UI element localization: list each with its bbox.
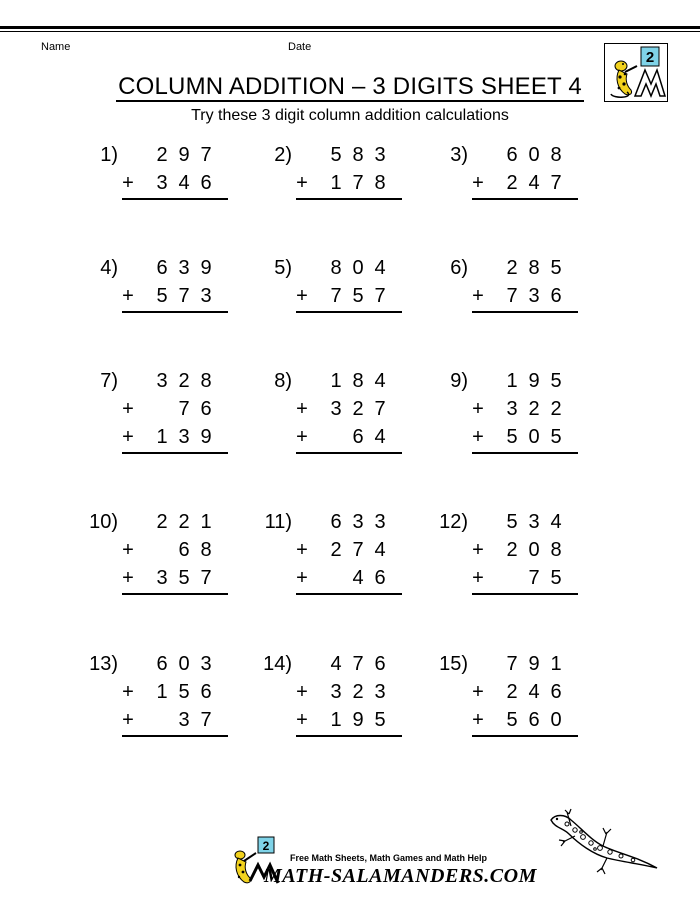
digit: 4 (330, 653, 342, 675)
digit: 8 (550, 539, 562, 561)
digit: 0 (352, 257, 364, 279)
plus-sign: + (472, 426, 484, 448)
addend-row (468, 508, 578, 536)
digit: 2 (178, 511, 190, 533)
addend-row (292, 254, 402, 282)
digit: 5 (178, 681, 190, 703)
digit: 6 (178, 539, 190, 561)
addend-row (118, 650, 228, 678)
plus-sign: + (472, 681, 484, 703)
digit: 6 (200, 681, 212, 703)
addend-row (468, 254, 578, 282)
digit: 2 (550, 398, 562, 420)
answer-line (296, 735, 402, 737)
plus-sign: + (296, 709, 308, 731)
plus-sign: + (472, 398, 484, 420)
addend-row (118, 141, 228, 169)
addend-row-plus (468, 282, 578, 310)
addition-problem (78, 254, 228, 364)
plus-sign: + (122, 398, 134, 420)
digit: 7 (374, 285, 386, 307)
digit: 2 (178, 370, 190, 392)
digit: 5 (156, 285, 168, 307)
digit: 2 (506, 172, 518, 194)
digit: 5 (506, 511, 518, 533)
problem-number: 2) (274, 144, 292, 166)
digit: 3 (178, 709, 190, 731)
addend-row-plus (292, 423, 402, 451)
addend-row-plus (292, 706, 402, 734)
plus-sign: + (472, 709, 484, 731)
digit: 5 (506, 709, 518, 731)
digit: 5 (374, 709, 386, 731)
digit: 2 (330, 539, 342, 561)
digit: 3 (374, 144, 386, 166)
plus-sign: + (122, 709, 134, 731)
digit: 3 (156, 172, 168, 194)
problem-number: 11) (264, 511, 292, 533)
digit: 3 (374, 681, 386, 703)
digit: 3 (374, 511, 386, 533)
addend-row (292, 367, 402, 395)
digit: 0 (178, 653, 190, 675)
digit: 2 (506, 681, 518, 703)
problem-number: 13) (89, 653, 118, 675)
answer-line (296, 198, 402, 200)
digit: 0 (550, 709, 562, 731)
digit: 7 (352, 539, 364, 561)
digit: 7 (374, 398, 386, 420)
addition-problem (78, 508, 228, 618)
addend-row (468, 141, 578, 169)
digit: 4 (374, 370, 386, 392)
digit: 4 (550, 511, 562, 533)
digit: 7 (200, 709, 212, 731)
plus-sign: + (122, 681, 134, 703)
footer-site-link[interactable]: MATH-SALAMANDERS.COM (264, 865, 537, 887)
digit: 6 (330, 511, 342, 533)
problem-number: 8) (274, 370, 292, 392)
addend-row-plus (468, 536, 578, 564)
addend-row-plus (468, 423, 578, 451)
addition-problem (252, 367, 402, 477)
digit: 1 (506, 370, 518, 392)
digit: 2 (506, 539, 518, 561)
digit: 4 (352, 567, 364, 589)
digit: 3 (528, 285, 540, 307)
digit: 0 (528, 539, 540, 561)
addend-row-plus (118, 282, 228, 310)
addend-row (118, 367, 228, 395)
digit: 5 (550, 567, 562, 589)
plus-sign: + (472, 539, 484, 561)
digit: 7 (550, 172, 562, 194)
problem-number: 7) (100, 370, 118, 392)
plus-sign: + (472, 567, 484, 589)
digit: 5 (352, 285, 364, 307)
digit: 6 (156, 257, 168, 279)
addend-row-plus (118, 706, 228, 734)
digit: 3 (506, 398, 518, 420)
addend-row-plus (118, 536, 228, 564)
digit: 5 (330, 144, 342, 166)
digit: 4 (374, 539, 386, 561)
digit: 2 (352, 398, 364, 420)
digit: 8 (528, 257, 540, 279)
addition-problem (78, 650, 228, 760)
addend-row (118, 254, 228, 282)
digit: 2 (156, 144, 168, 166)
plus-sign: + (296, 681, 308, 703)
answer-line (122, 452, 228, 454)
plus-sign: + (122, 285, 134, 307)
digit: 0 (528, 426, 540, 448)
digit: 7 (352, 653, 364, 675)
problem-number: 4) (100, 257, 118, 279)
digit: 6 (528, 709, 540, 731)
addition-problem (428, 254, 578, 364)
digit: 9 (200, 426, 212, 448)
plus-sign: + (296, 567, 308, 589)
digit: 6 (156, 653, 168, 675)
digit: 1 (156, 426, 168, 448)
digit: 3 (330, 681, 342, 703)
addition-problem (428, 650, 578, 760)
plus-sign: + (296, 285, 308, 307)
salamander-illustration-icon (545, 806, 665, 880)
digit: 7 (330, 285, 342, 307)
digit: 5 (550, 257, 562, 279)
digit: 6 (200, 398, 212, 420)
addition-problem (428, 508, 578, 618)
answer-line (472, 593, 578, 595)
plus-sign: + (296, 426, 308, 448)
digit: 3 (178, 257, 190, 279)
top-rule (0, 26, 700, 29)
digit: 2 (352, 681, 364, 703)
addend-row-plus (118, 678, 228, 706)
digit: 4 (374, 257, 386, 279)
addition-problem (78, 141, 228, 251)
plus-sign: + (296, 539, 308, 561)
answer-line (472, 198, 578, 200)
addition-problem (78, 367, 228, 477)
addend-row-plus (468, 169, 578, 197)
digit: 8 (352, 144, 364, 166)
digit: 8 (330, 257, 342, 279)
digit: 9 (352, 709, 364, 731)
digit: 6 (374, 653, 386, 675)
problem-number: 10) (89, 511, 118, 533)
digit: 3 (156, 370, 168, 392)
answer-line (122, 311, 228, 313)
addend-row (468, 367, 578, 395)
plus-sign: + (122, 172, 134, 194)
plus-sign: + (122, 426, 134, 448)
digit: 1 (156, 681, 168, 703)
digit: 7 (352, 172, 364, 194)
digit: 2 (506, 257, 518, 279)
digit: 3 (200, 653, 212, 675)
answer-line (296, 452, 402, 454)
addition-problem (428, 141, 578, 251)
problem-number: 3) (450, 144, 468, 166)
digit: 7 (200, 144, 212, 166)
digit: 9 (528, 370, 540, 392)
top-rule-thin (0, 31, 700, 32)
digit: 8 (352, 370, 364, 392)
addend-row-plus (468, 564, 578, 592)
digit: 1 (200, 511, 212, 533)
digit: 3 (528, 511, 540, 533)
digit: 3 (330, 398, 342, 420)
plus-sign: + (296, 172, 308, 194)
addend-row-plus (292, 169, 402, 197)
answer-line (296, 311, 402, 313)
page-title: COLUMN ADDITION – 3 DIGITS SHEET 4 (118, 73, 582, 100)
problem-number: 1) (100, 144, 118, 166)
addend-row-plus (292, 564, 402, 592)
plus-sign: + (472, 172, 484, 194)
digit: 9 (528, 653, 540, 675)
addend-row (292, 141, 402, 169)
answer-line (296, 593, 402, 595)
digit: 8 (550, 144, 562, 166)
digit: 8 (200, 370, 212, 392)
digit: 7 (178, 398, 190, 420)
digit: 1 (330, 370, 342, 392)
problem-number: 14) (263, 653, 292, 675)
addend-row-plus (292, 678, 402, 706)
digit: 3 (156, 567, 168, 589)
digit: 6 (506, 144, 518, 166)
footer-logo-number: 2 (262, 839, 270, 853)
digit: 8 (374, 172, 386, 194)
addition-problem (252, 508, 402, 618)
digit: 0 (528, 144, 540, 166)
digit: 2 (528, 398, 540, 420)
addend-row-plus (118, 169, 228, 197)
digit: 6 (200, 172, 212, 194)
digit: 4 (178, 172, 190, 194)
digit: 9 (178, 144, 190, 166)
digit: 7 (528, 567, 540, 589)
addition-problem (252, 650, 402, 760)
answer-line (122, 593, 228, 595)
footer-tagline: Free Math Sheets, Math Games and Math Help (290, 853, 488, 863)
addend-row (292, 650, 402, 678)
plus-sign: + (296, 398, 308, 420)
name-label: Name (41, 41, 71, 53)
digit: 7 (506, 285, 518, 307)
plus-sign: + (472, 285, 484, 307)
digit: 6 (352, 426, 364, 448)
digit: 1 (550, 653, 562, 675)
answer-line (472, 311, 578, 313)
digit: 3 (178, 426, 190, 448)
addend-row (292, 508, 402, 536)
digit: 1 (330, 709, 342, 731)
footer-logo (228, 835, 537, 891)
digit: 5 (178, 567, 190, 589)
digit: 6 (550, 681, 562, 703)
problem-number: 15) (439, 653, 468, 675)
problem-number: 6) (450, 257, 468, 279)
addition-problem (252, 254, 402, 364)
addend-row-plus (292, 536, 402, 564)
digit: 9 (200, 257, 212, 279)
answer-line (122, 735, 228, 737)
digit: 5 (506, 426, 518, 448)
problem-number: 5) (274, 257, 292, 279)
digit: 4 (528, 681, 540, 703)
addition-problem (252, 141, 402, 251)
addend-row-plus (468, 678, 578, 706)
digit: 3 (200, 285, 212, 307)
addend-row-plus (292, 395, 402, 423)
addend-row-plus (118, 395, 228, 423)
date-label: Date (288, 41, 312, 53)
digit: 3 (352, 511, 364, 533)
page-subtitle: Try these 3 digit column addition calculations (191, 107, 509, 124)
addend-row-plus (468, 395, 578, 423)
digit: 8 (200, 539, 212, 561)
plus-sign: + (122, 539, 134, 561)
digit: 6 (550, 285, 562, 307)
addend-row-plus (292, 282, 402, 310)
digit: 4 (528, 172, 540, 194)
problem-number: 12) (439, 511, 468, 533)
addend-row-plus (118, 423, 228, 451)
digit: 4 (374, 426, 386, 448)
addend-row-plus (468, 706, 578, 734)
digit: 5 (550, 426, 562, 448)
logo-number: 2 (645, 49, 655, 66)
digit: 1 (330, 172, 342, 194)
digit: 7 (200, 567, 212, 589)
digit: 7 (178, 285, 190, 307)
answer-line (472, 452, 578, 454)
addition-problem (428, 367, 578, 477)
addend-row (118, 508, 228, 536)
digit: 6 (374, 567, 386, 589)
digit: 2 (156, 511, 168, 533)
answer-line (122, 198, 228, 200)
plus-sign: + (122, 567, 134, 589)
problem-number: 9) (450, 370, 468, 392)
digit: 5 (550, 370, 562, 392)
answer-line (472, 735, 578, 737)
addend-row-plus (118, 564, 228, 592)
digit: 7 (506, 653, 518, 675)
addend-row (468, 650, 578, 678)
